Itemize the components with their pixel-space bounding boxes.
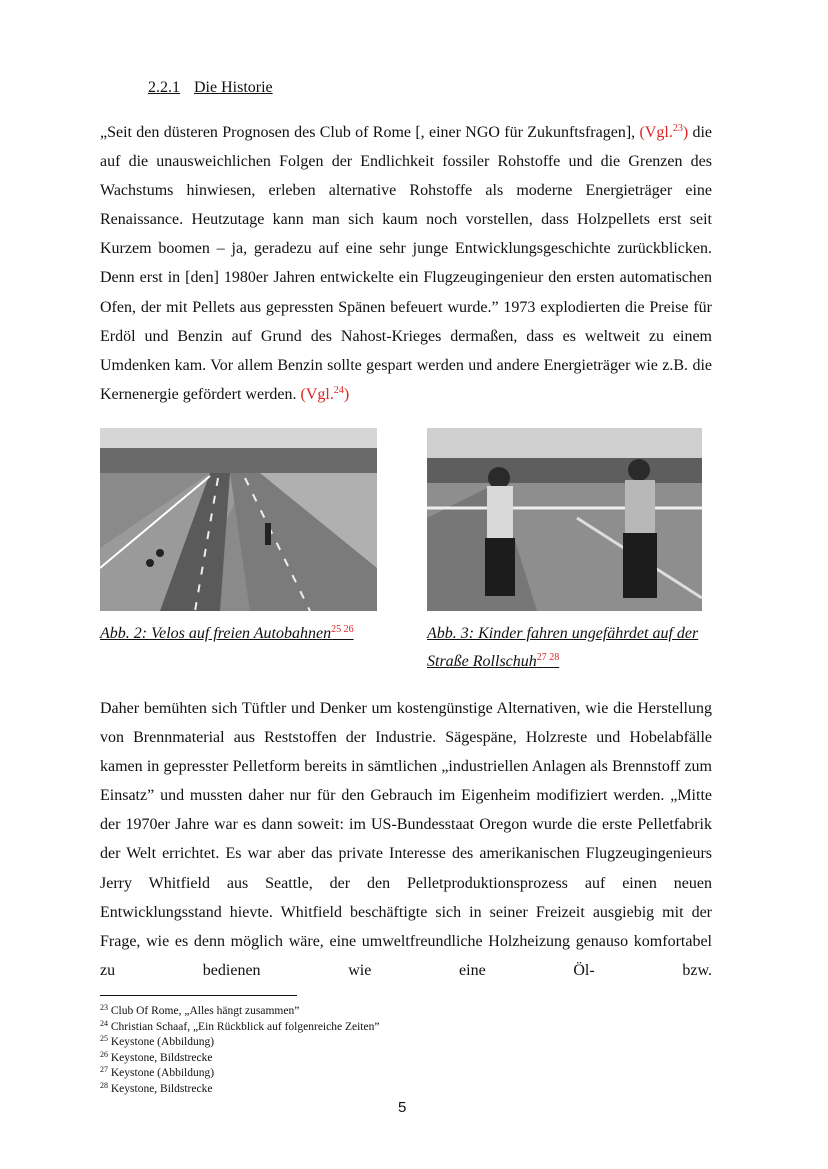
footnote-text: Keystone (Abbildung) xyxy=(110,1036,215,1049)
footnote xyxy=(100,1035,379,1051)
section-title: Die Historie xyxy=(194,79,273,96)
citation-24 xyxy=(301,386,350,403)
footnote-num: 23 xyxy=(100,1003,108,1012)
paragraph-1 xyxy=(100,118,712,409)
footnote-text: Keystone, Bildstrecke xyxy=(110,1082,213,1095)
caption-refs: 27 28 xyxy=(536,652,560,663)
footnote-text: Keystone, Bildstrecke xyxy=(110,1051,213,1064)
ref-text: (Vgl. xyxy=(300,385,334,403)
caption-text: Abb. 3: Kinder fahren ungefährdet auf der Straße Rollschuh xyxy=(427,625,699,670)
figure-rollerskate-photo xyxy=(427,428,702,611)
figure-highway-photo xyxy=(100,428,377,611)
footnote-text: Christian Schaaf, „Ein Rückblick auf folgenreiche Zeiten” xyxy=(110,1020,380,1033)
ref-num: 23 xyxy=(672,123,683,134)
text: die auf die unausweichlichen Folgen der Endlichkeit fossiler Rohstoffe und die Grenzen des Wachstums hinwiesen, erleben alternative Rohstoffe als moderne Energieträger eine Renaissance. Heutzutage kann man sich kaum noch vorstellen, dass Holzpellets erst seit Kurzem boomen – ja, geradezu auf eine sehr junge Entwicklungsgeschichte zurückblicken. Denn erst in [den] 1980er Jahren entwickelte ein Flugzeugingenieur den ersten automatischen Ofen, der mit Pellets aus gepressten Spänen befeuert wurde.” 1973 explodierten die Preise für Erdöl und Benzin auf Grund des Nahost-Krieges dermaßen, dass es weltweit zu einem Umdenken kam. Vor allem Benzin sollte gespart werden und andere Energieträger wie z.B. die Kernenergie gefördert werden. xyxy=(100,124,712,403)
citation-23 xyxy=(639,124,688,141)
footnote-num: 25 xyxy=(100,1034,108,1044)
paragraph-2: Daher bemühten sich Tüftler und Denker um kostengünstige Alternativen, wie die Herstellung von Brennmaterial aus Reststoffen der Industrie. Sägespäne, Holzreste und Hobelabfälle kamen in gepresster Pelletform bereits in sämtlichen „industriellen Anlagen als Brennstoff zum Einsatz” und mussten daher nur für den Gebrauch im Eigenheim modifiziert werden. „Mitte der 1970er Jahre war es dann soweit: im US-Bundesstaat Oregon wurde die erste Pelletfabrik der Welt errichtet. Es war aber das private Interesse des amerikanischen Flugzeugingenieurs Jerry Whitfield aus Seattle, der den Pelletproduktionsprozess auf einen neuen Entwicklungsstand hievte. Whitfield beschäftigte sich in seiner Freizeit ausgiebig mit der Frage, wie es denn möglich wäre, eine umweltfreundliche Holzheizung genauso komfortabel zu bedienen wie eine Öl- bzw. xyxy=(100,700,712,979)
footnote xyxy=(100,1051,379,1067)
text: „Seit den düsteren Prognosen des Club of Rome [, einer NGO für Zukunftsfragen], xyxy=(100,124,640,141)
figure-3-caption xyxy=(427,620,717,676)
footnote xyxy=(100,1004,379,1020)
footnote-num: 28 xyxy=(100,1080,108,1090)
footnote-num: 24 xyxy=(100,1018,108,1028)
page-number: 5 xyxy=(398,1099,407,1116)
footnote-text: Club Of Rome, „Alles hängt zusammen” xyxy=(110,1005,300,1017)
footnote xyxy=(100,1082,379,1098)
footnote-num: 26 xyxy=(100,1049,108,1059)
ref-text: (Vgl. xyxy=(639,124,673,141)
ref-close: ) xyxy=(682,124,689,141)
ref-close: ) xyxy=(343,385,350,403)
footnote-num: 27 xyxy=(100,1065,108,1075)
footnote xyxy=(100,1020,379,1036)
section-number: 2.2.1 xyxy=(148,79,180,96)
footnote-divider xyxy=(100,995,297,996)
caption-text: Abb. 2: Velos auf freien Autobahnen xyxy=(100,625,332,642)
figure-2-caption xyxy=(100,620,354,648)
caption-refs: 25 26 xyxy=(331,624,354,635)
footnote-text: Keystone (Abbildung) xyxy=(110,1067,215,1080)
ref-num: 24 xyxy=(333,384,344,396)
footnotes xyxy=(100,1004,379,1098)
footnote xyxy=(100,1066,379,1082)
section-heading xyxy=(148,79,287,97)
